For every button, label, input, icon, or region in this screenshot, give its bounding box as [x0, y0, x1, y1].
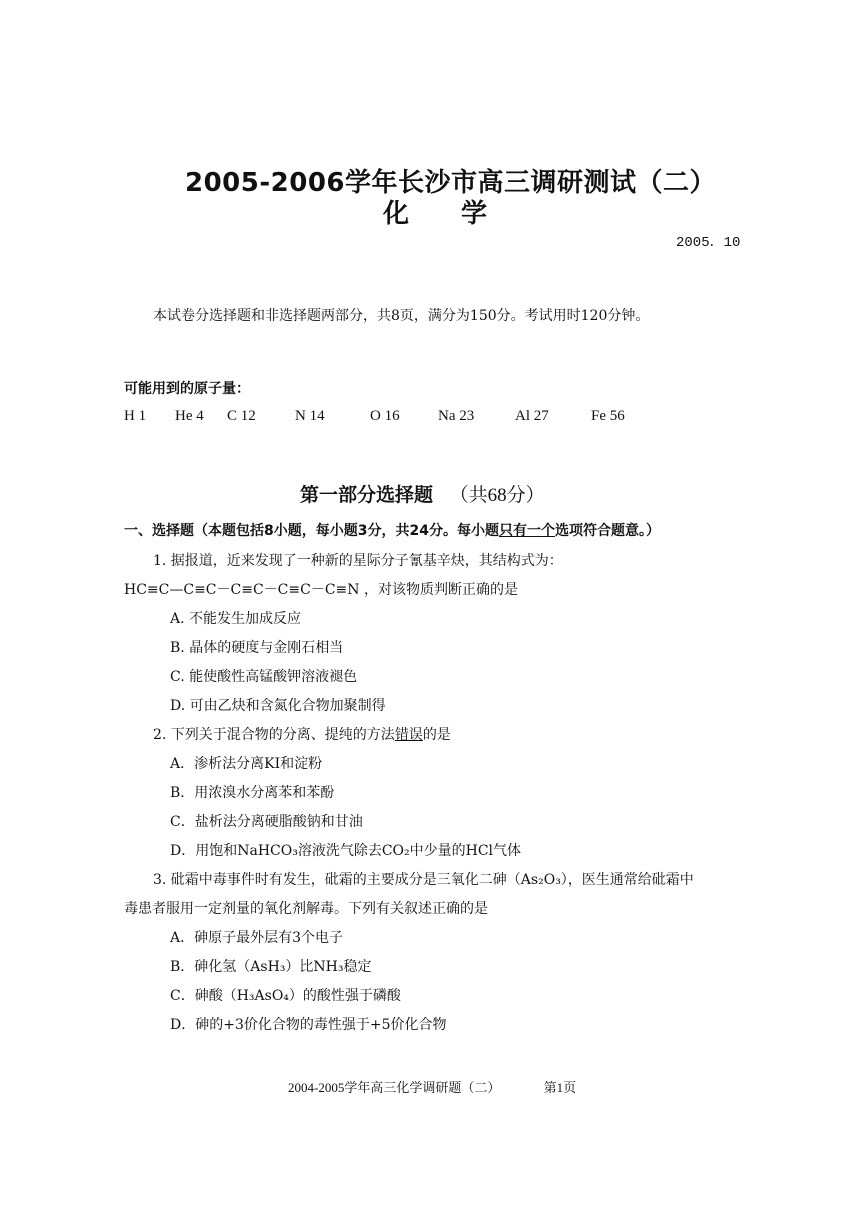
question-1-option-a: A. 不能发生加成反应: [170, 611, 302, 627]
page-title: 2005-2006学年长沙市高三调研测试（二）: [185, 168, 717, 198]
question-2-option-b: B．用浓溴水分离苯和苯酚: [170, 785, 335, 801]
question-1-option-b: B. 晶体的硬度与金刚石相当: [170, 640, 344, 656]
page-footer: [288, 1077, 576, 1096]
footer-text: 2004-2005学年高三化学调研题（二）: [288, 1080, 501, 1095]
exam-date: 2005．10: [676, 235, 741, 251]
section-one-underlined: 只有一个: [498, 523, 555, 539]
question-2-option-c: C．盐析法分离硬脂酸钠和甘油: [170, 814, 363, 830]
question-3-option-b: B．砷化氢（AsH₃）比NH₃稳定: [170, 959, 372, 975]
question-2-stem: [153, 724, 451, 744]
section-one-head: 一、选择题（本题包括8小题，每小题3分，共24分。每小题: [124, 523, 499, 539]
question-2-stem-head: 2. 下列关于混合物的分离、提纯的方法: [153, 727, 395, 743]
question-1-formula: HC≡C—C≡C－C≡C－C≡C－C≡N ，对该物质判断正确的是: [124, 582, 518, 598]
atomic-mass-al: Al 27: [515, 408, 549, 424]
section-one-heading: [124, 520, 660, 540]
atomic-mass-fe: Fe 56: [591, 408, 625, 424]
question-3-stem-continued: 毒患者服用一定剂量的氧化剂解毒。下列有关叙述正确的是: [124, 901, 488, 917]
question-3-stem: 3. 砒霜中毒事件时有发生，砒霜的主要成分是三氧化二砷（As₂O₃），医生通常给砒霜中: [153, 872, 694, 888]
subject-title: 化 学: [383, 199, 488, 229]
exam-instructions: 本试卷分选择题和非选择题两部分，共8页，满分为150分。考试用时120分钟。: [153, 308, 650, 324]
section-one-tail: 选项符合题意。）: [554, 523, 660, 539]
question-1-option-d: D. 可由乙炔和含氮化合物加聚制得: [170, 698, 386, 714]
question-2-option-a: A．渗析法分离KI和淀粉: [170, 756, 323, 772]
part-one-title: 第一部分选择题: [300, 484, 434, 506]
part-one-points: （共68分）: [449, 485, 545, 506]
atomic-mass-c: C 12: [227, 408, 256, 424]
page-number: 第1页: [543, 1080, 577, 1095]
atomic-mass-he: He 4: [175, 408, 204, 424]
atomic-mass-o: O 16: [370, 408, 400, 424]
question-2-stem-tail: 的是: [422, 727, 451, 743]
question-1-option-c: C. 能使酸性高锰酸钾溶液褪色: [170, 669, 358, 685]
question-1-stem: 1. 据报道，近来发现了一种新的星际分子氰基辛炔，其结构式为：: [153, 553, 563, 569]
question-2-option-d: D．用饱和NaHCO₃溶液洗气除去CO₂中少量的HCl气体: [170, 843, 522, 859]
question-3-option-d: D．砷的+3价化合物的毒性强于+5价化合物: [170, 1017, 447, 1033]
atomic-mass-na: Na 23: [438, 408, 475, 424]
part-one-heading: [300, 480, 545, 507]
atomic-mass-n: N 14: [295, 408, 325, 424]
atomic-mass-h: H 1: [124, 408, 147, 424]
question-2-stem-underlined: 错误: [394, 727, 423, 743]
question-3-option-a: A．砷原子最外层有3个电子: [170, 930, 344, 946]
atomic-mass-label: 可能用到的原子量：: [124, 381, 250, 397]
question-3-option-c: C．砷酸（H₃AsO₄）的酸性强于磷酸: [170, 988, 401, 1004]
